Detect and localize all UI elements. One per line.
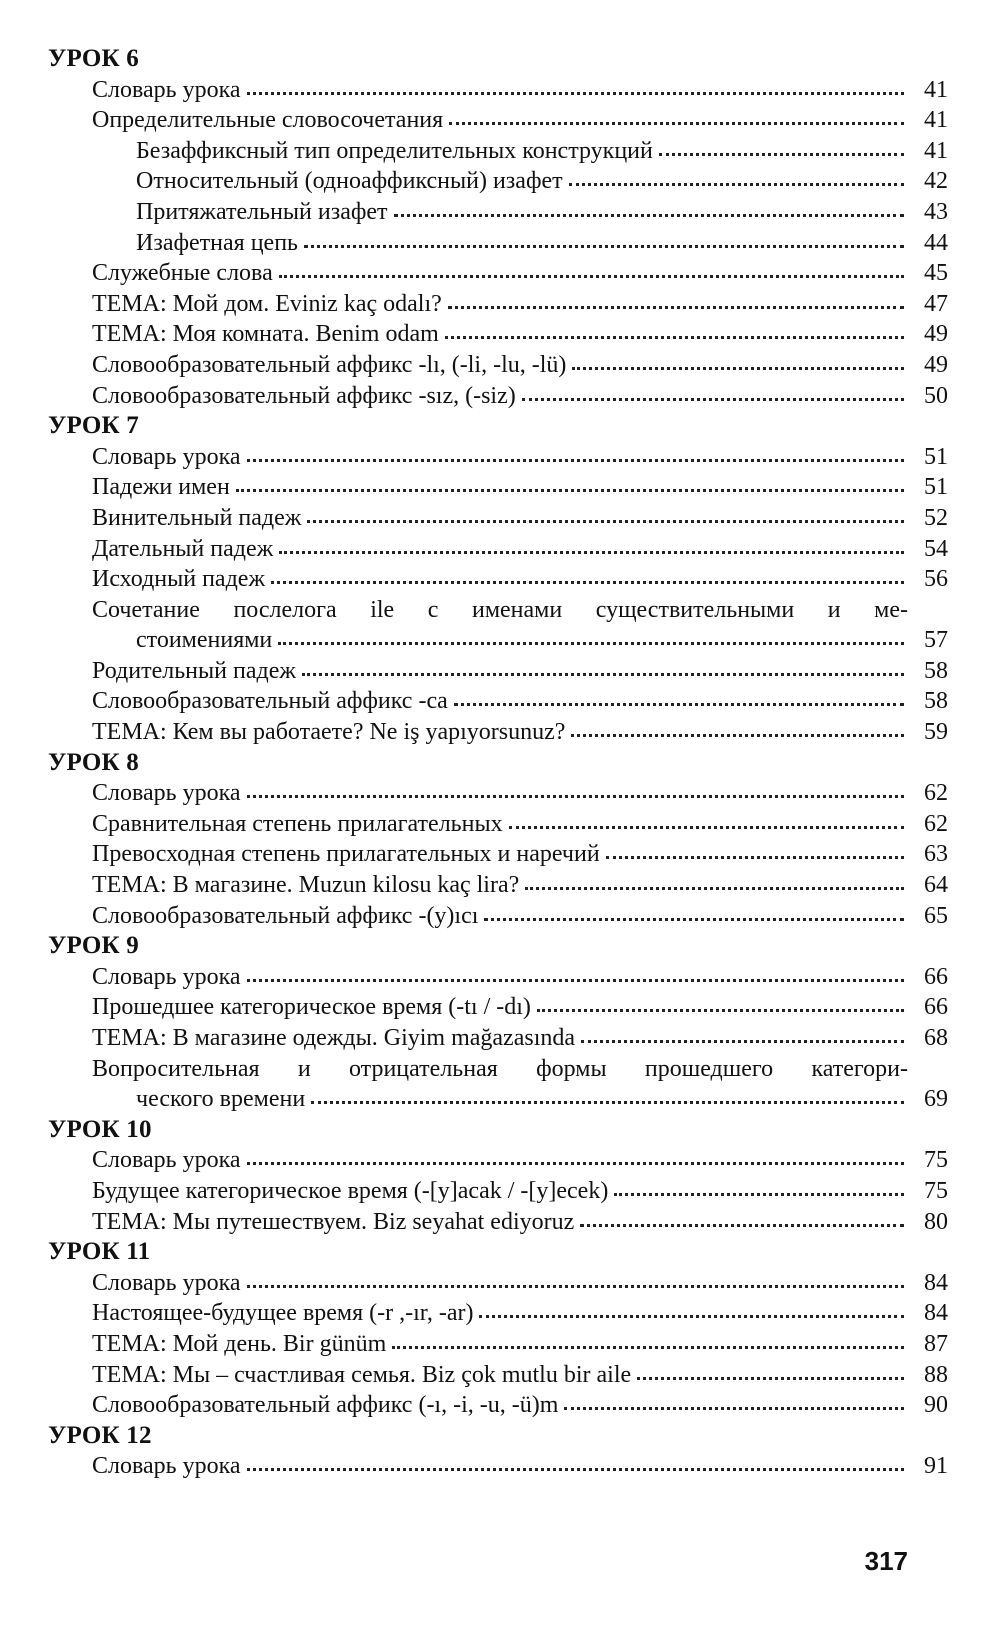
toc-entry[interactable]	[48, 350, 948, 381]
entry-page-number: 57	[924, 627, 948, 654]
dot-leader	[302, 669, 904, 676]
entry-page-number: 49	[924, 321, 948, 348]
entry-page-number: 91	[924, 1453, 948, 1480]
dot-leader	[307, 516, 904, 523]
entry-title: Вопросительная и отрицательная формы прошедшего категори-	[92, 1055, 908, 1082]
entry-page-number: 64	[924, 872, 948, 899]
entry-title: ТЕМА: Моя комната. Benim odam	[92, 321, 439, 348]
entry-page-number: 45	[924, 260, 948, 287]
toc-subentry[interactable]	[48, 228, 948, 259]
toc-entry-continuation[interactable]	[48, 625, 948, 656]
dot-leader	[522, 394, 904, 401]
entry-page-number: 75	[924, 1177, 948, 1204]
entry-title: Настоящее-будущее время (-r ,-ır, -ar)	[92, 1300, 474, 1327]
entry-title: Словообразовательный аффикс (-ı, -i, -u, -ü)m	[92, 1392, 559, 1419]
toc-entry[interactable]	[48, 686, 948, 717]
dot-leader	[564, 1403, 904, 1410]
lesson-heading: УРОК 10	[48, 1115, 152, 1143]
toc-entry[interactable]	[48, 962, 948, 993]
dot-leader	[278, 638, 904, 645]
dot-leader	[484, 914, 904, 921]
entry-title-continuation: стоимениями	[136, 627, 273, 654]
dot-leader	[247, 791, 904, 798]
dot-leader	[279, 547, 904, 554]
toc-entry[interactable]	[48, 1054, 948, 1085]
toc-entry[interactable]	[48, 1023, 948, 1054]
entry-page-number: 41	[924, 76, 948, 103]
entry-title: Словарь урока	[92, 1147, 241, 1174]
dot-leader	[236, 485, 904, 492]
entry-title: ТЕМА: Мой день. Bir günüm	[92, 1330, 387, 1357]
toc-entry[interactable]	[48, 1329, 948, 1360]
entry-page-number: 87	[924, 1330, 948, 1357]
entry-page-number: 52	[924, 504, 948, 531]
entry-title: Исходный падеж	[92, 566, 266, 593]
dot-leader	[614, 1189, 904, 1196]
entry-page-number: 54	[924, 535, 948, 562]
entry-page-number: 68	[924, 1025, 948, 1051]
entry-title: Определительные словосочетания	[92, 107, 444, 134]
dot-leader	[569, 179, 904, 186]
dot-leader	[454, 699, 904, 706]
entry-title: Сравнительная степень прилагательных	[92, 810, 503, 837]
dot-leader	[571, 730, 904, 737]
dot-leader	[580, 1220, 904, 1227]
toc-entry[interactable]	[48, 319, 948, 350]
entry-title: Падежи имен	[92, 474, 230, 501]
entry-title: Сочетание послелога ile с именами существительными и ме-	[92, 596, 908, 623]
dot-leader	[606, 852, 904, 859]
dot-leader	[247, 88, 904, 95]
entry-page-number: 47	[924, 290, 948, 317]
toc-entry[interactable]	[48, 105, 948, 136]
entry-title: Родительный падеж	[92, 657, 296, 684]
toc-entry[interactable]	[48, 1268, 948, 1299]
toc-entry[interactable]	[48, 381, 948, 412]
dot-leader	[525, 883, 904, 890]
dot-leader	[247, 1464, 904, 1471]
entry-title: Словообразовательный аффикс -(y)ıcı	[92, 902, 479, 929]
entry-page-number: 66	[924, 994, 948, 1021]
entry-page-number: 49	[924, 351, 948, 378]
dot-leader	[392, 1342, 904, 1349]
toc-entry[interactable]	[48, 1207, 948, 1238]
entry-title: Словообразовательный аффикс -sız, (-siz)	[92, 382, 516, 409]
entry-page-number: 88	[924, 1361, 948, 1388]
entry-title: ТЕМА: В магазине одежды. Giyim mağazasında	[92, 1025, 576, 1051]
lesson-heading: УРОК 11	[48, 1238, 151, 1266]
toc-entry[interactable]	[48, 1176, 948, 1207]
entry-title: Притяжательный изафет	[136, 198, 388, 225]
toc-entry[interactable]	[48, 75, 948, 106]
toc-entry[interactable]	[48, 809, 948, 840]
dot-leader	[537, 1005, 904, 1012]
entry-title: Дательный падеж	[92, 535, 274, 562]
toc-entry[interactable]	[48, 1360, 948, 1391]
toc-entry[interactable]	[48, 870, 948, 901]
toc-subentry[interactable]	[48, 166, 948, 197]
toc-entry[interactable]	[48, 534, 948, 565]
entry-page-number: 69	[924, 1086, 948, 1113]
entry-title: ТЕМА: Кем вы работаете? Ne iş yapıyorsunuz?	[92, 719, 566, 746]
entry-title: Будущее категорическое время (-[y]acak / -[y]ecek)	[92, 1177, 609, 1204]
lesson-heading: УРОК 9	[48, 932, 139, 960]
dot-leader	[271, 577, 904, 584]
entry-page-number: 59	[924, 719, 948, 746]
toc-entry[interactable]	[48, 1298, 948, 1329]
entry-title: ТЕМА: Мы – счастливая семья. Biz çok mutlu bir aile	[92, 1361, 632, 1388]
dot-leader	[247, 975, 904, 982]
toc-entry[interactable]	[48, 656, 948, 687]
entry-title: Безаффиксный тип определительных конструкций	[136, 137, 653, 164]
toc-entry[interactable]	[48, 1145, 948, 1176]
entry-page-number: 42	[924, 168, 948, 195]
entry-title: Изафетная цепь	[136, 229, 298, 256]
lesson-heading: УРОК 12	[48, 1421, 152, 1449]
dot-leader	[311, 1097, 904, 1104]
dot-leader	[449, 118, 904, 125]
toc-entry[interactable]	[48, 258, 948, 289]
entry-page-number: 80	[924, 1208, 948, 1235]
dot-leader	[394, 210, 904, 217]
entry-page-number: 84	[924, 1269, 948, 1296]
toc-entry[interactable]	[48, 992, 948, 1023]
toc-entry[interactable]	[48, 289, 948, 320]
toc-subentry[interactable]	[48, 197, 948, 228]
entry-title: Словообразовательный аффикс -lı, (-li, -lu, -lü)	[92, 351, 567, 378]
entry-page-number: 41	[924, 137, 948, 164]
toc-entry-continuation[interactable]	[48, 1084, 948, 1115]
dot-leader	[448, 302, 904, 309]
entry-title: Словарь урока	[92, 76, 241, 103]
entry-title-continuation: ческого времени	[136, 1086, 306, 1113]
table-of-contents	[48, 44, 948, 1482]
entry-page-number: 58	[924, 657, 948, 684]
entry-page-number: 84	[924, 1300, 948, 1327]
entry-title: Словарь урока	[92, 963, 241, 990]
entry-page-number: 66	[924, 963, 948, 990]
entry-title: Относительный (одноаффиксный) изафет	[136, 168, 563, 195]
dot-leader	[247, 1158, 904, 1165]
toc-entry[interactable]	[48, 839, 948, 870]
dot-leader	[445, 332, 904, 339]
dot-leader	[247, 1281, 904, 1288]
toc-entry[interactable]	[48, 595, 948, 626]
dot-leader	[572, 363, 904, 370]
entry-title: Прошедшее категорическое время (-tı / -dı)	[92, 994, 531, 1021]
entry-page-number: 44	[924, 229, 948, 256]
toc-entry[interactable]	[48, 442, 948, 473]
lesson-heading: УРОК 7	[48, 412, 139, 440]
page-number: 317	[864, 1546, 908, 1576]
entry-title: Словарь урока	[92, 1453, 241, 1480]
entry-page-number: 62	[924, 780, 948, 807]
lesson-heading: УРОК 6	[48, 45, 139, 72]
entry-title: Винительный падеж	[92, 504, 302, 531]
toc-entry[interactable]	[48, 778, 948, 809]
lesson-heading: УРОК 8	[48, 748, 139, 776]
entry-page-number: 63	[924, 841, 948, 868]
entry-page-number: 51	[924, 474, 948, 501]
entry-page-number: 75	[924, 1147, 948, 1174]
entry-title: Словарь урока	[92, 443, 241, 470]
entry-title: ТЕМА: Мы путешествуем. Biz seyahat ediyoruz	[92, 1208, 575, 1235]
dot-leader	[479, 1311, 904, 1318]
entry-title: Словарь урока	[92, 1269, 241, 1296]
entry-title: ТЕМА: В магазине. Muzun kilosu kaç lira?	[92, 872, 520, 899]
dot-leader	[637, 1373, 904, 1380]
entry-page-number: 90	[924, 1392, 948, 1419]
entry-title: Словообразовательный аффикс -ca	[92, 688, 448, 715]
entry-page-number: 50	[924, 382, 948, 409]
entry-page-number: 62	[924, 810, 948, 837]
toc-entry[interactable]	[48, 1451, 948, 1482]
entry-title: ТЕМА: Мой дом. Eviniz kaç odalı?	[92, 290, 442, 317]
entry-page-number: 56	[924, 566, 948, 593]
toc-entry[interactable]	[48, 472, 948, 503]
entry-title: Словарь урока	[92, 780, 241, 807]
toc-entry[interactable]	[48, 503, 948, 534]
toc-entry[interactable]	[48, 901, 948, 932]
dot-leader	[247, 455, 904, 462]
entry-title: Превосходная степень прилагательных и наречий	[92, 841, 600, 868]
toc-subentry[interactable]	[48, 136, 948, 167]
dot-leader	[304, 241, 904, 248]
dot-leader	[581, 1036, 904, 1043]
toc-entry[interactable]	[48, 717, 948, 748]
entry-page-number: 65	[924, 902, 948, 929]
entry-page-number: 58	[924, 688, 948, 715]
entry-page-number: 51	[924, 443, 948, 470]
toc-entry[interactable]	[48, 564, 948, 595]
dot-leader	[509, 822, 904, 829]
entry-page-number: 41	[924, 107, 948, 134]
entry-title: Служебные слова	[92, 260, 273, 287]
toc-entry[interactable]	[48, 1390, 948, 1421]
dot-leader	[279, 271, 904, 278]
entry-page-number: 43	[924, 198, 948, 225]
